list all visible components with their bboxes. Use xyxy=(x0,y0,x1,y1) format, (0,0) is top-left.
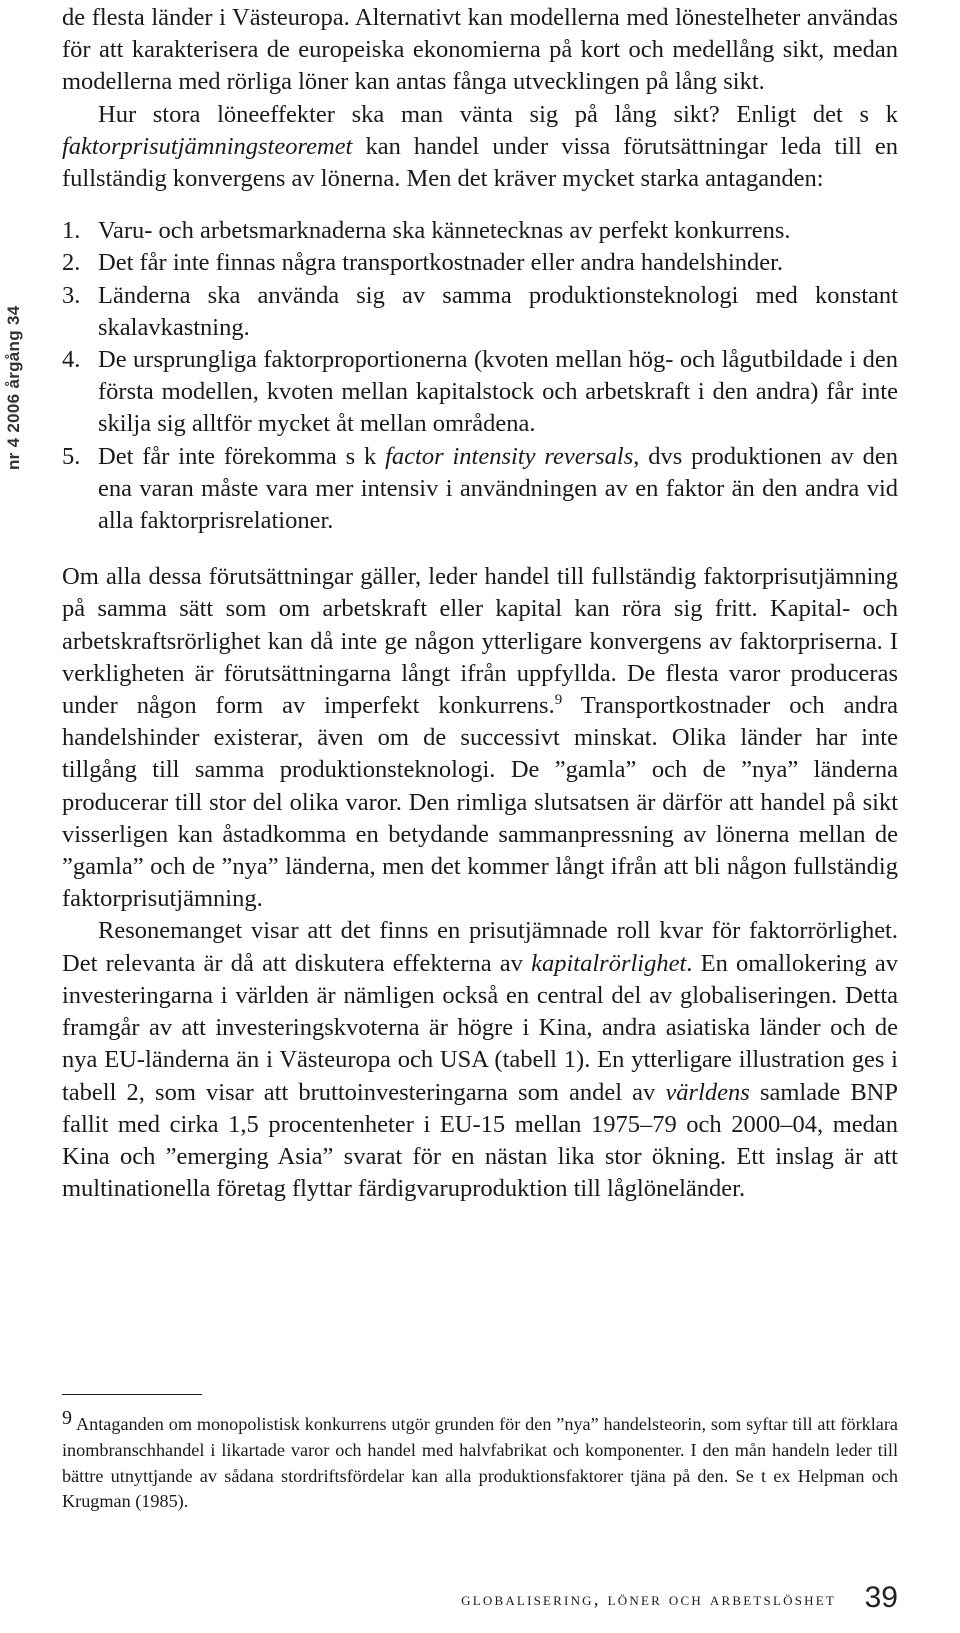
list-item-number: 1. xyxy=(62,217,81,245)
list-item-text-post: , dvs produktionen av den ena varan måste vara mer intensiv i användningen av en faktor än den andra vid alla faktorprisrelationer. xyxy=(98,442,898,535)
list-item-text: De ursprungliga faktorproportionerna (kvoten mellan hög- och lågutbildade i den första modellen, kvoten mellan kapitalstock och arbetskraft i den andra) får inte skilja sig alltför mycket åt mellan områdena. xyxy=(98,346,898,438)
page-footer xyxy=(62,1581,898,1621)
list-item-number: 4. xyxy=(62,346,81,374)
running-title: globalisering, löner och arbetslöshet xyxy=(461,1589,836,1610)
list-item xyxy=(62,441,898,538)
list-item-number: 2. xyxy=(62,249,81,277)
paragraph-capital-mobility xyxy=(62,915,898,1205)
paragraph-summary-pre: Om alla dessa förutsättningar gäller, leder handel till fullständig faktorprisutjämning på samma sätt som om arbetskraft eller kapital kan röra sig fritt. Kapital- och arbetskraftsrörlighet kan då inte ge någon ytterligare konvergens av faktorpriserna. I verkligheten är förutsättningarna långt ifrån uppfyllda. De flesta varor produceras under någon form av imperfekt konkurrens. xyxy=(62,563,898,720)
list-item-text-pre: Det får inte förekomma s k xyxy=(98,442,386,470)
list-item-text: Det får inte finnas några transportkostnader eller andra handelshinder. xyxy=(98,249,784,277)
paragraph-conditions-summary xyxy=(62,561,898,915)
emphasis-capital-mobility: kapitalrörlighet xyxy=(531,949,687,977)
paragraph-continuation: de flesta länder i Västeuropa. Alternativt kan modellerna med lönestelheter användas för att karakterisera de europeiska ekonomierna på kort och medellång sikt, medan modellerna med rörliga löner kan antas fånga utvecklingen på lång sikt. xyxy=(62,4,898,96)
journal-issue-label: nr 4 2006 årgång 34 xyxy=(4,305,23,470)
list-item xyxy=(62,344,898,441)
emphasis-world: världens xyxy=(665,1078,750,1106)
paragraph-capital-c: samlade BNP fallit med cirka 1,5 procentenheter i EU-15 mellan 1975–79 och 2000–04, medan Kina och ”emerging Asia” svarat för en nästan lika stor ökning. Ett inslag är att multinationella företag flyttar färdigvaruproduktion till låglöneländer. xyxy=(62,1078,898,1203)
main-text-column xyxy=(62,0,898,1205)
paragraph-question-post: kan handel under vissa förutsättningar leda till en fullständig konvergens av lönerna. Men det kräver mycket starka antaganden: xyxy=(62,132,898,193)
footnote-text: Antaganden om monopolistisk konkurrens utgör grunden för den ”nya” handelsteorin, som syftar till att förklara inombranschhandel i likartade varor och handel med halvfabrikat och komponenter. I den mån handeln leder till bättre utnyttjande av sådana stordriftsfördelar kan alla produktionsfaktorer tjäna på den. Se t ex Helpman och Krugman (1985). xyxy=(62,1414,898,1512)
footnote-reference[interactable]: 9 xyxy=(554,691,563,708)
list-item-text: Länderna ska använda sig av samma produktionsteknologi med konstant skalavkastning. xyxy=(98,281,898,341)
footnote-number: 9 xyxy=(62,1407,72,1429)
theorem-term: faktorprisutjämningsteoremet xyxy=(62,132,353,160)
list-item-text: Varu- och arbetsmarknaderna ska kännetecknas av perfekt konkurrens. xyxy=(98,217,791,245)
paragraph-question-pre: Hur stora löneeffekter ska man vänta sig på lång sikt? Enligt det s k xyxy=(98,100,898,128)
footnote-divider xyxy=(62,1394,202,1395)
assumptions-list xyxy=(62,215,898,537)
list-item xyxy=(62,215,898,247)
paragraph-question xyxy=(62,99,898,196)
paragraph-summary-post: Transportkostnader och andra handelshinder existerar, även om de successivt minskat. Olika länder har inte tillgång till samma produktionsteknologi. De ”gamla” och de ”nya” länderna producerar till stor del olika varor. Den rimliga slutsatsen är därför att handel på sikt visserligen kan åstadkomma en betydande sammanpressning av lönerna mellan de ”gamla” och de ”nya” länderna, men det kommer långt ifrån att bli någon fullständig faktorprisutjämning. xyxy=(62,692,898,913)
list-item-emphasis: factor intensity reversals xyxy=(385,442,634,470)
footnote xyxy=(62,1407,898,1515)
list-item xyxy=(62,247,898,279)
list-item xyxy=(62,280,898,344)
paragraph-capital-b: . En omallokering av investeringarna i världen är nämligen också en central del av globaliseringen. Detta framgår av att investeringskvoterna är högre i Kina, andra asiatiska länder och de nya EU-länderna än i Västeuropa och USA (tabell 1). En ytterligare illustration ges i tabell 2, som visar att bruttoinvesteringarna som andel av xyxy=(62,949,898,1106)
page-number: 39 xyxy=(864,1581,898,1614)
list-item-number: 5. xyxy=(62,442,81,470)
paragraph-capital-a: Resonemanget visar att det finns en prisutjämnade roll kvar för faktorrörlighet. Det relevanta är då att diskutera effekterna av xyxy=(62,917,898,977)
list-item-number: 3. xyxy=(62,281,81,309)
